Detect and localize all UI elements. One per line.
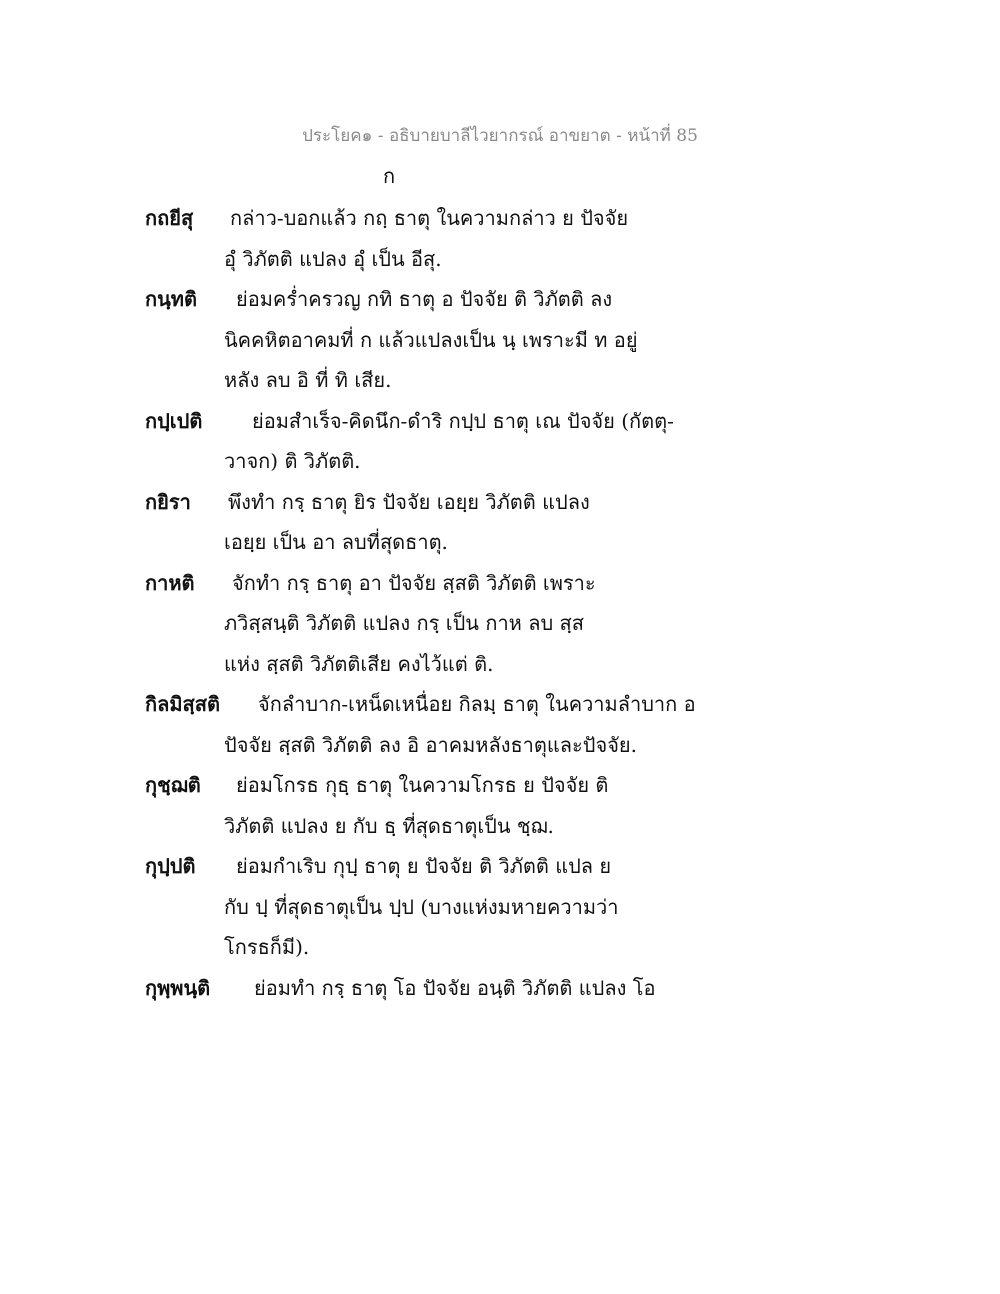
entry-definition-line: วาจก) ติ วิภัตติ. [224, 449, 361, 473]
entry-definition-line: นิคคหิตอาคมที่ ก แล้วแปลงเป็น นฺ เพราะมี ท อยู่ [224, 327, 638, 352]
entry-definition-line: จักทำ กรฺ ธาตุ อา ปัจจัย สฺสติ วิภัตติ เพราะ [232, 570, 596, 595]
entry-definition-line: เอยฺย เป็น อา ลบที่สุดธาตุ. [224, 530, 448, 554]
entry-term: กยิรา [145, 489, 191, 514]
entry-definition-line: แห่ง สฺสติ วิภัตติเสีย คงไว้แต่ ติ. [224, 651, 494, 676]
glossary-entry [0, 563, 1000, 685]
entry-definition-line: ย่อมสำเร็จ-คิดนึก-ดำริ กปฺป ธาตุ เณ ปัจจัย (กัตตุ- [252, 408, 674, 433]
entry-term: กิลมิสฺสติ [145, 692, 220, 716]
entry-term: กุชฺฌติ [145, 773, 201, 797]
entry-definition-line: กล่าว-บอกแล้ว กถฺ ธาตุ ในความกล่าว ย ปัจจัย [230, 206, 629, 230]
entry-definition-line: ย่อมคร่ำครวญ กทิ ธาตุ อ ปัจจัย ติ วิภัตติ ลง [236, 287, 613, 311]
entry-definition-line: ย่อมกำเริบ กุปฺ ธาตุ ย ปัจจัย ติ วิภัตติ แปล ย [236, 854, 612, 878]
entry-definition-line: ย่อมทำ กรฺ ธาตุ โอ ปัจจัย อนฺติ วิภัตติ แปลง โอ [254, 975, 656, 1000]
glossary-entry [0, 765, 1000, 846]
glossary-entry [0, 279, 1000, 401]
section-letter: ก [383, 164, 396, 188]
entry-definition-line: หลัง ลบ อิ ที่ ทิ เสีย. [224, 368, 392, 392]
glossary-entry [0, 846, 1000, 968]
entry-term: กาหติ [145, 570, 195, 595]
entry-definition-line: ปัจจัย สฺสติ วิภัตติ ลง อิ อาคมหลังธาตุและปัจจัย. [224, 732, 637, 757]
entry-definition-line: กับ ปฺ ที่สุดธาตุเป็น ปฺป (บางแห่งมหายความว่า [224, 894, 619, 919]
entry-term: กุปฺปติ [145, 854, 196, 878]
entry-term: กนฺทติ [145, 287, 197, 311]
glossary-entry [0, 968, 1000, 1009]
entry-definition-line: โกรธก็มี). [224, 935, 310, 959]
entry-definition-line: อุํ วิภัตติ แปลง อุํ เป็น อีสุ. [224, 246, 442, 271]
entry-definition-line: จักลำบาก-เหน็ดเหนื่อย กิลมฺ ธาตุ ในความลำบาก อ [258, 692, 696, 716]
entry-term: กุพฺพนฺติ [145, 975, 211, 1000]
glossary-entry [0, 684, 1000, 765]
entry-term: กถยีสุ [145, 206, 194, 230]
entry-definition-line: พึงทำ กรฺ ธาตุ ยิร ปัจจัย เอยฺย วิภัตติ แปลง [228, 489, 590, 514]
glossary-entries [0, 198, 1000, 1008]
entry-definition-line: ภวิสฺสนฺติ วิภัตติ แปลง กรฺ เป็น กาห ลบ สฺส [224, 611, 584, 635]
page-header: ประโยค๑ - อธิบายบาลีไวยากรณ์ อาขยาต - หน้าที่ 85 [302, 126, 698, 146]
entry-term: กปฺเปติ [145, 408, 203, 433]
glossary-entry [0, 482, 1000, 563]
entry-definition-line: วิภัตติ แปลง ย กับ ธฺ ที่สุดธาตุเป็น ชฺฌ. [224, 813, 554, 838]
glossary-entry [0, 198, 1000, 279]
entry-definition-line: ย่อมโกรธ กุธฺ ธาตุ ในความโกรธ ย ปัจจัย ติ [236, 773, 609, 797]
glossary-entry [0, 401, 1000, 482]
